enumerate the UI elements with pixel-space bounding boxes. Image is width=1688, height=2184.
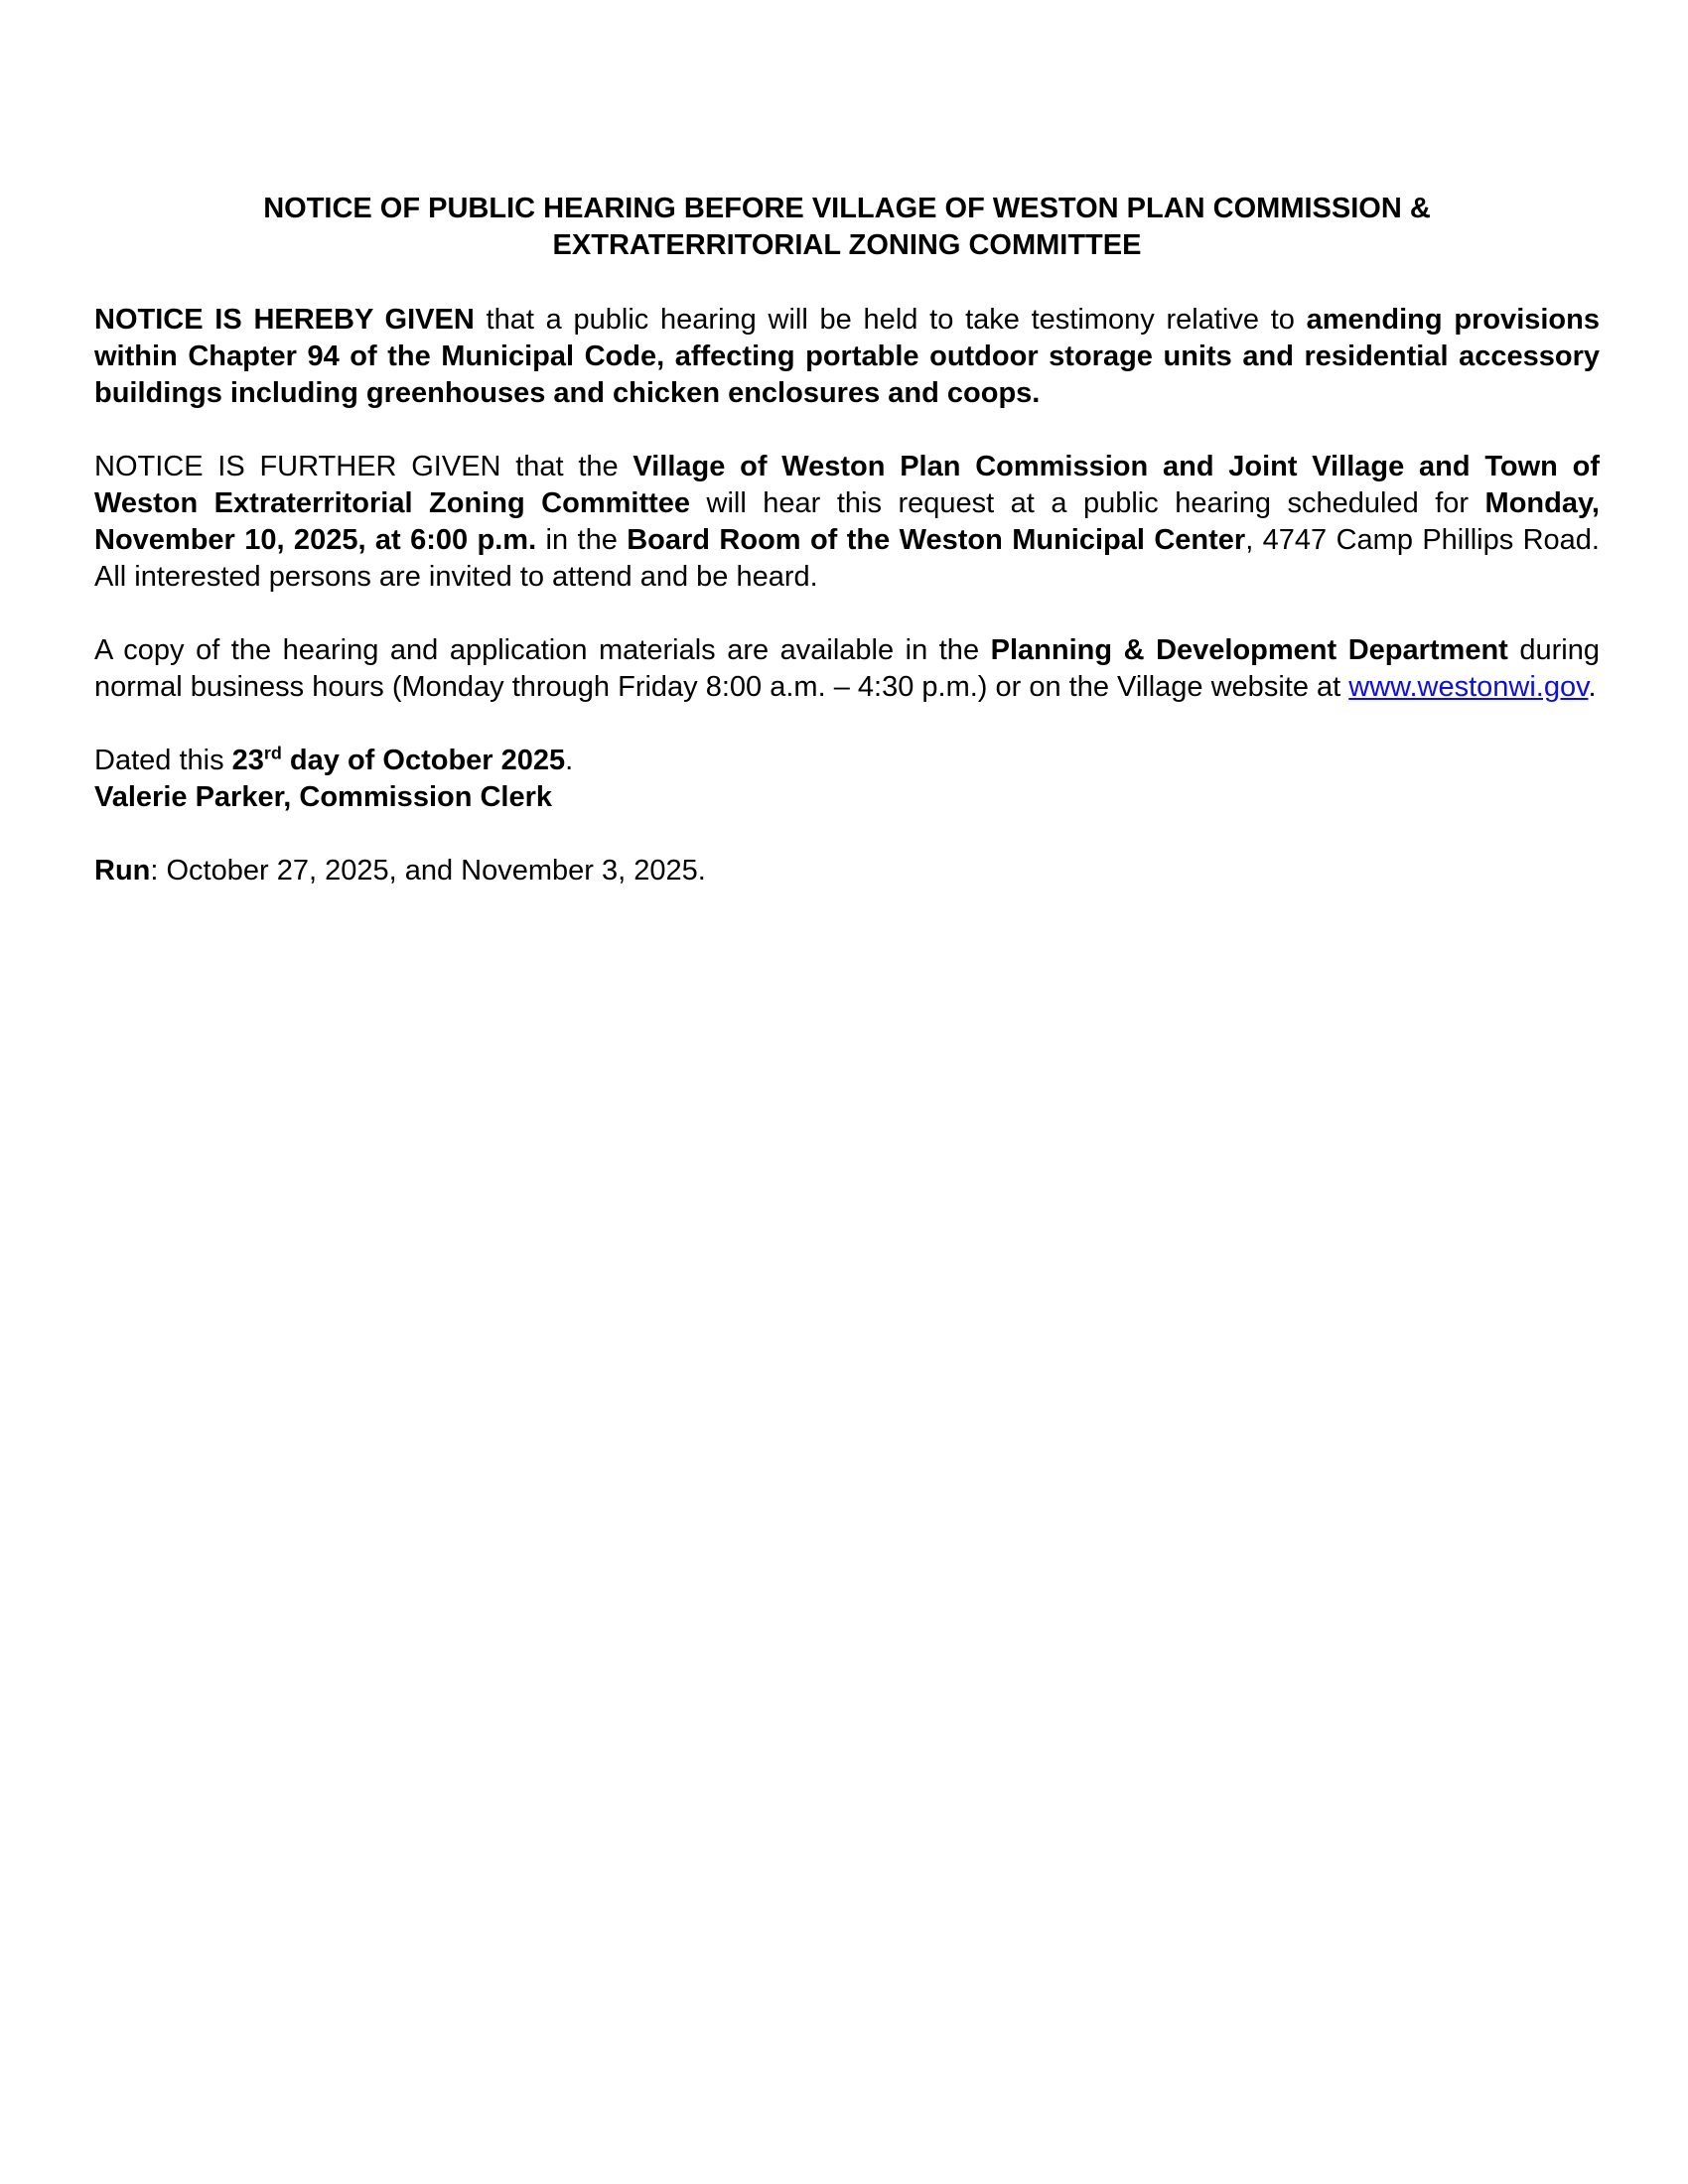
commission-clerk-name: Valerie Parker, Commission Clerk <box>94 781 553 813</box>
paragraph-notice-hereby-given <box>94 302 1600 412</box>
text-run-regular: . <box>1588 671 1597 703</box>
ordinal-suffix: rd <box>263 743 282 763</box>
notice-title <box>94 191 1600 264</box>
notice-title-line2: EXTRATERRITORIAL ZONING COMMITTEE <box>552 229 1142 261</box>
text-run-bold-lead: NOTICE IS HEREBY GIVEN <box>94 304 487 336</box>
paragraph-notice-further-given <box>94 449 1600 596</box>
text-run-regular: in the <box>536 524 628 556</box>
text-run-bold-department: Planning & Development Department <box>990 634 1508 666</box>
text-run-regular: NOTICE IS FURTHER GIVEN that the <box>94 451 633 482</box>
text-run-regular: A copy of the hearing and application materials are available in the <box>94 634 991 666</box>
text-run-bold-month: day of October 2025 <box>281 745 566 776</box>
weston-website-link[interactable]: www.westonwi.gov <box>1348 671 1589 703</box>
text-run-bold-committee: Village of Weston Plan Commission and Joint Village and Town of Weston Extraterritorial Zoning Committee <box>94 451 1600 519</box>
paragraph-run-dates <box>94 853 1600 889</box>
run-label: Run <box>94 855 151 887</box>
notice-content <box>94 191 1600 889</box>
text-run-regular: . <box>565 745 574 776</box>
text-run-regular: will hear this request at a public hearing scheduled for <box>690 487 1485 519</box>
text-run-bold-location: Board Room of the Weston Municipal Center <box>627 524 1246 556</box>
text-run-regular: , 4747 Camp Phillips Road. All interested persons are invited to attend and be heard. <box>94 524 1600 593</box>
text-run-regular: Dated this <box>94 745 232 776</box>
text-run-bold-day: 23 <box>231 745 264 776</box>
text-run-regular: : October 27, 2025, and November 3, 2025. <box>150 855 706 887</box>
text-run-regular: that a public hearing will be held to take testimony relative to <box>486 304 1307 336</box>
dated-line <box>94 745 573 776</box>
paragraph-materials-availability <box>94 632 1600 706</box>
notice-title-line1: NOTICE OF PUBLIC HEARING BEFORE VILLAGE OF WESTON PLAN COMMISSION & <box>263 193 1431 224</box>
text-run-bold-amendment: amending provisions within Chapter 94 of the Municipal Code, affecting portable outdoor storage units and residential accessory buildings including greenhouses and chicken enclosures and coops. <box>94 304 1600 409</box>
paragraph-dated-signature <box>94 743 1600 816</box>
text-run-bold-datetime: Monday, November 10, 2025, at 6:00 p.m. <box>94 487 1600 556</box>
text-run-regular: during normal business hours (Monday through Friday 8:00 a.m. – 4:30 p.m.) or on the Village website at <box>94 634 1600 703</box>
